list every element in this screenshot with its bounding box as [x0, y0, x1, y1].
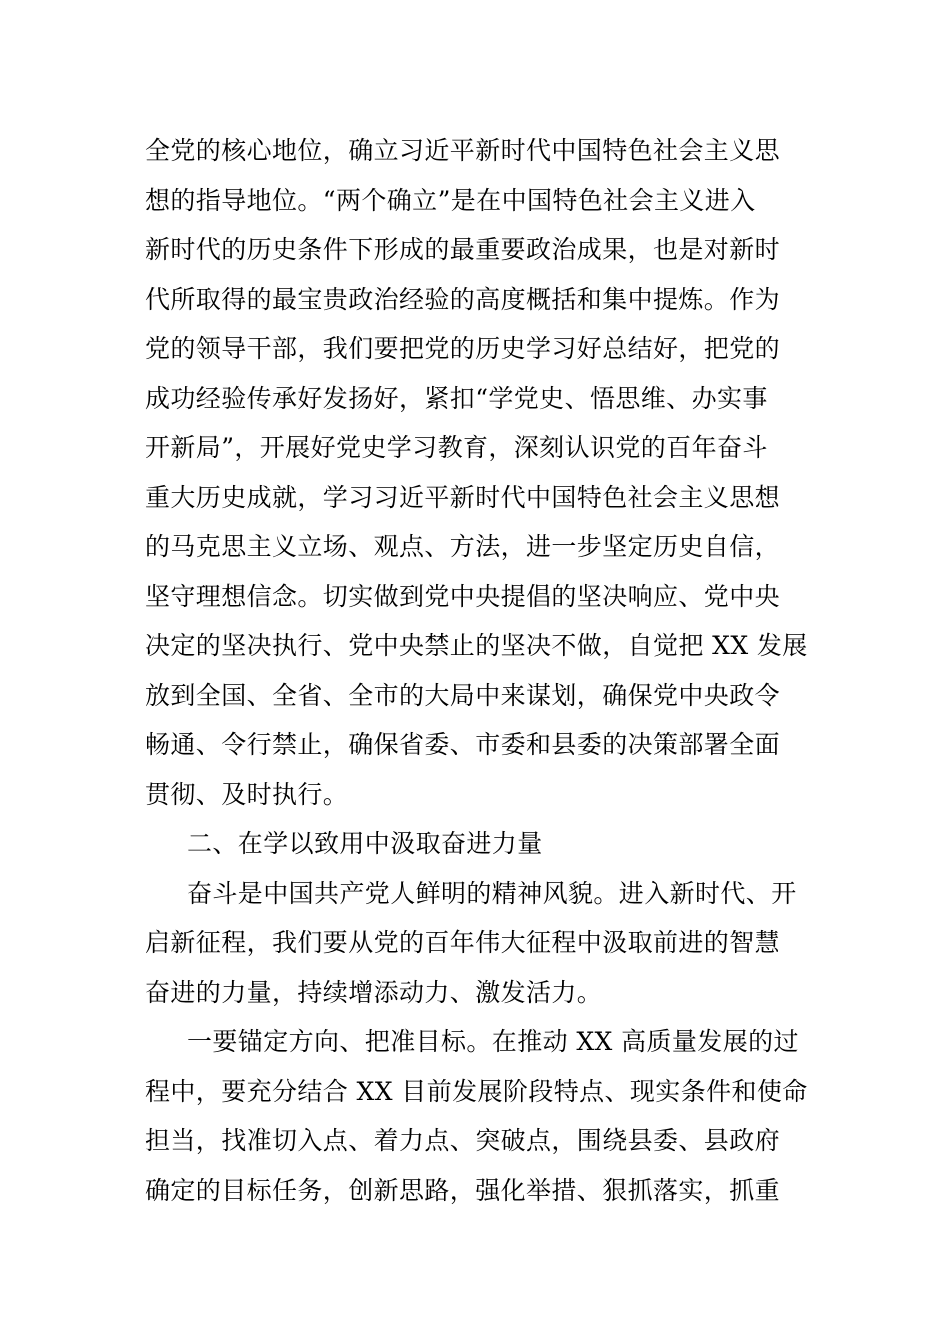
text-line: 代所取得的最宝贵政治经验的高度概括和集中提炼。作为 [145, 284, 781, 314]
paragraph-start-line: 一要锚定方向、把准目标。在推动 XX 高质量发展的过 [187, 1027, 799, 1056]
body-text [145, 126, 810, 1215]
text-line: 程中，要充分结合 XX 目前发展阶段特点、现实条件和使命 [145, 1076, 808, 1106]
text-line: 畅通、令行禁止，确保省委、市委和县委的决策部署全面 [145, 730, 781, 759]
text-line: 开新局”，开展好党史学习教育，深刻认识党的百年奋斗 [145, 433, 768, 462]
text-line: 奋进的力量，持续增添动力、激发活力。 [145, 977, 603, 1007]
text-line: 成功经验传承好发扬好，紧扣“学党史、悟思维、办实事 [145, 383, 768, 413]
text-line: 坚守理想信念。切实做到党中央提倡的坚决响应、党中央 [145, 581, 781, 611]
text-line: 启新征程，我们要从党的百年伟大征程中汲取前进的智慧 [145, 928, 781, 957]
text-line: 党的领导干部，我们要把党的历史学习好总结好，把党的 [145, 334, 781, 363]
text-line: 全党的核心地位，确立习近平新时代中国特色社会主义思 [145, 136, 781, 165]
text-line: 决定的坚决执行、党中央禁止的坚决不做，自觉把 XX 发展 [145, 631, 808, 660]
text-line: 放到全国、全省、全市的大局中来谋划，确保党中央政令 [145, 680, 781, 710]
text-line: 确定的目标任务，创新思路，强化举措、狠抓落实，抓重 [145, 1175, 781, 1205]
section-heading: 二、在学以致用中汲取奋进力量 [187, 829, 543, 858]
paragraph-start-line: 奋斗是中国共产党人鲜明的精神风貌。进入新时代、开 [187, 878, 797, 908]
text-line: 重大历史成就，学习习近平新时代中国特色社会主义思想 [145, 482, 781, 512]
text-line: 想的指导地位。“两个确立”是在中国特色社会主义进入 [145, 185, 756, 215]
text-line: 新时代的历史条件下形成的最重要政治成果，也是对新时 [145, 235, 781, 264]
text-line: 贯彻、及时执行。 [145, 779, 349, 809]
text-line: 担当，找准切入点、着力点、突破点，围绕县委、县政府 [145, 1126, 781, 1155]
text-line: 的马克思主义立场、观点、方法，进一步坚定历史自信， [145, 532, 781, 561]
